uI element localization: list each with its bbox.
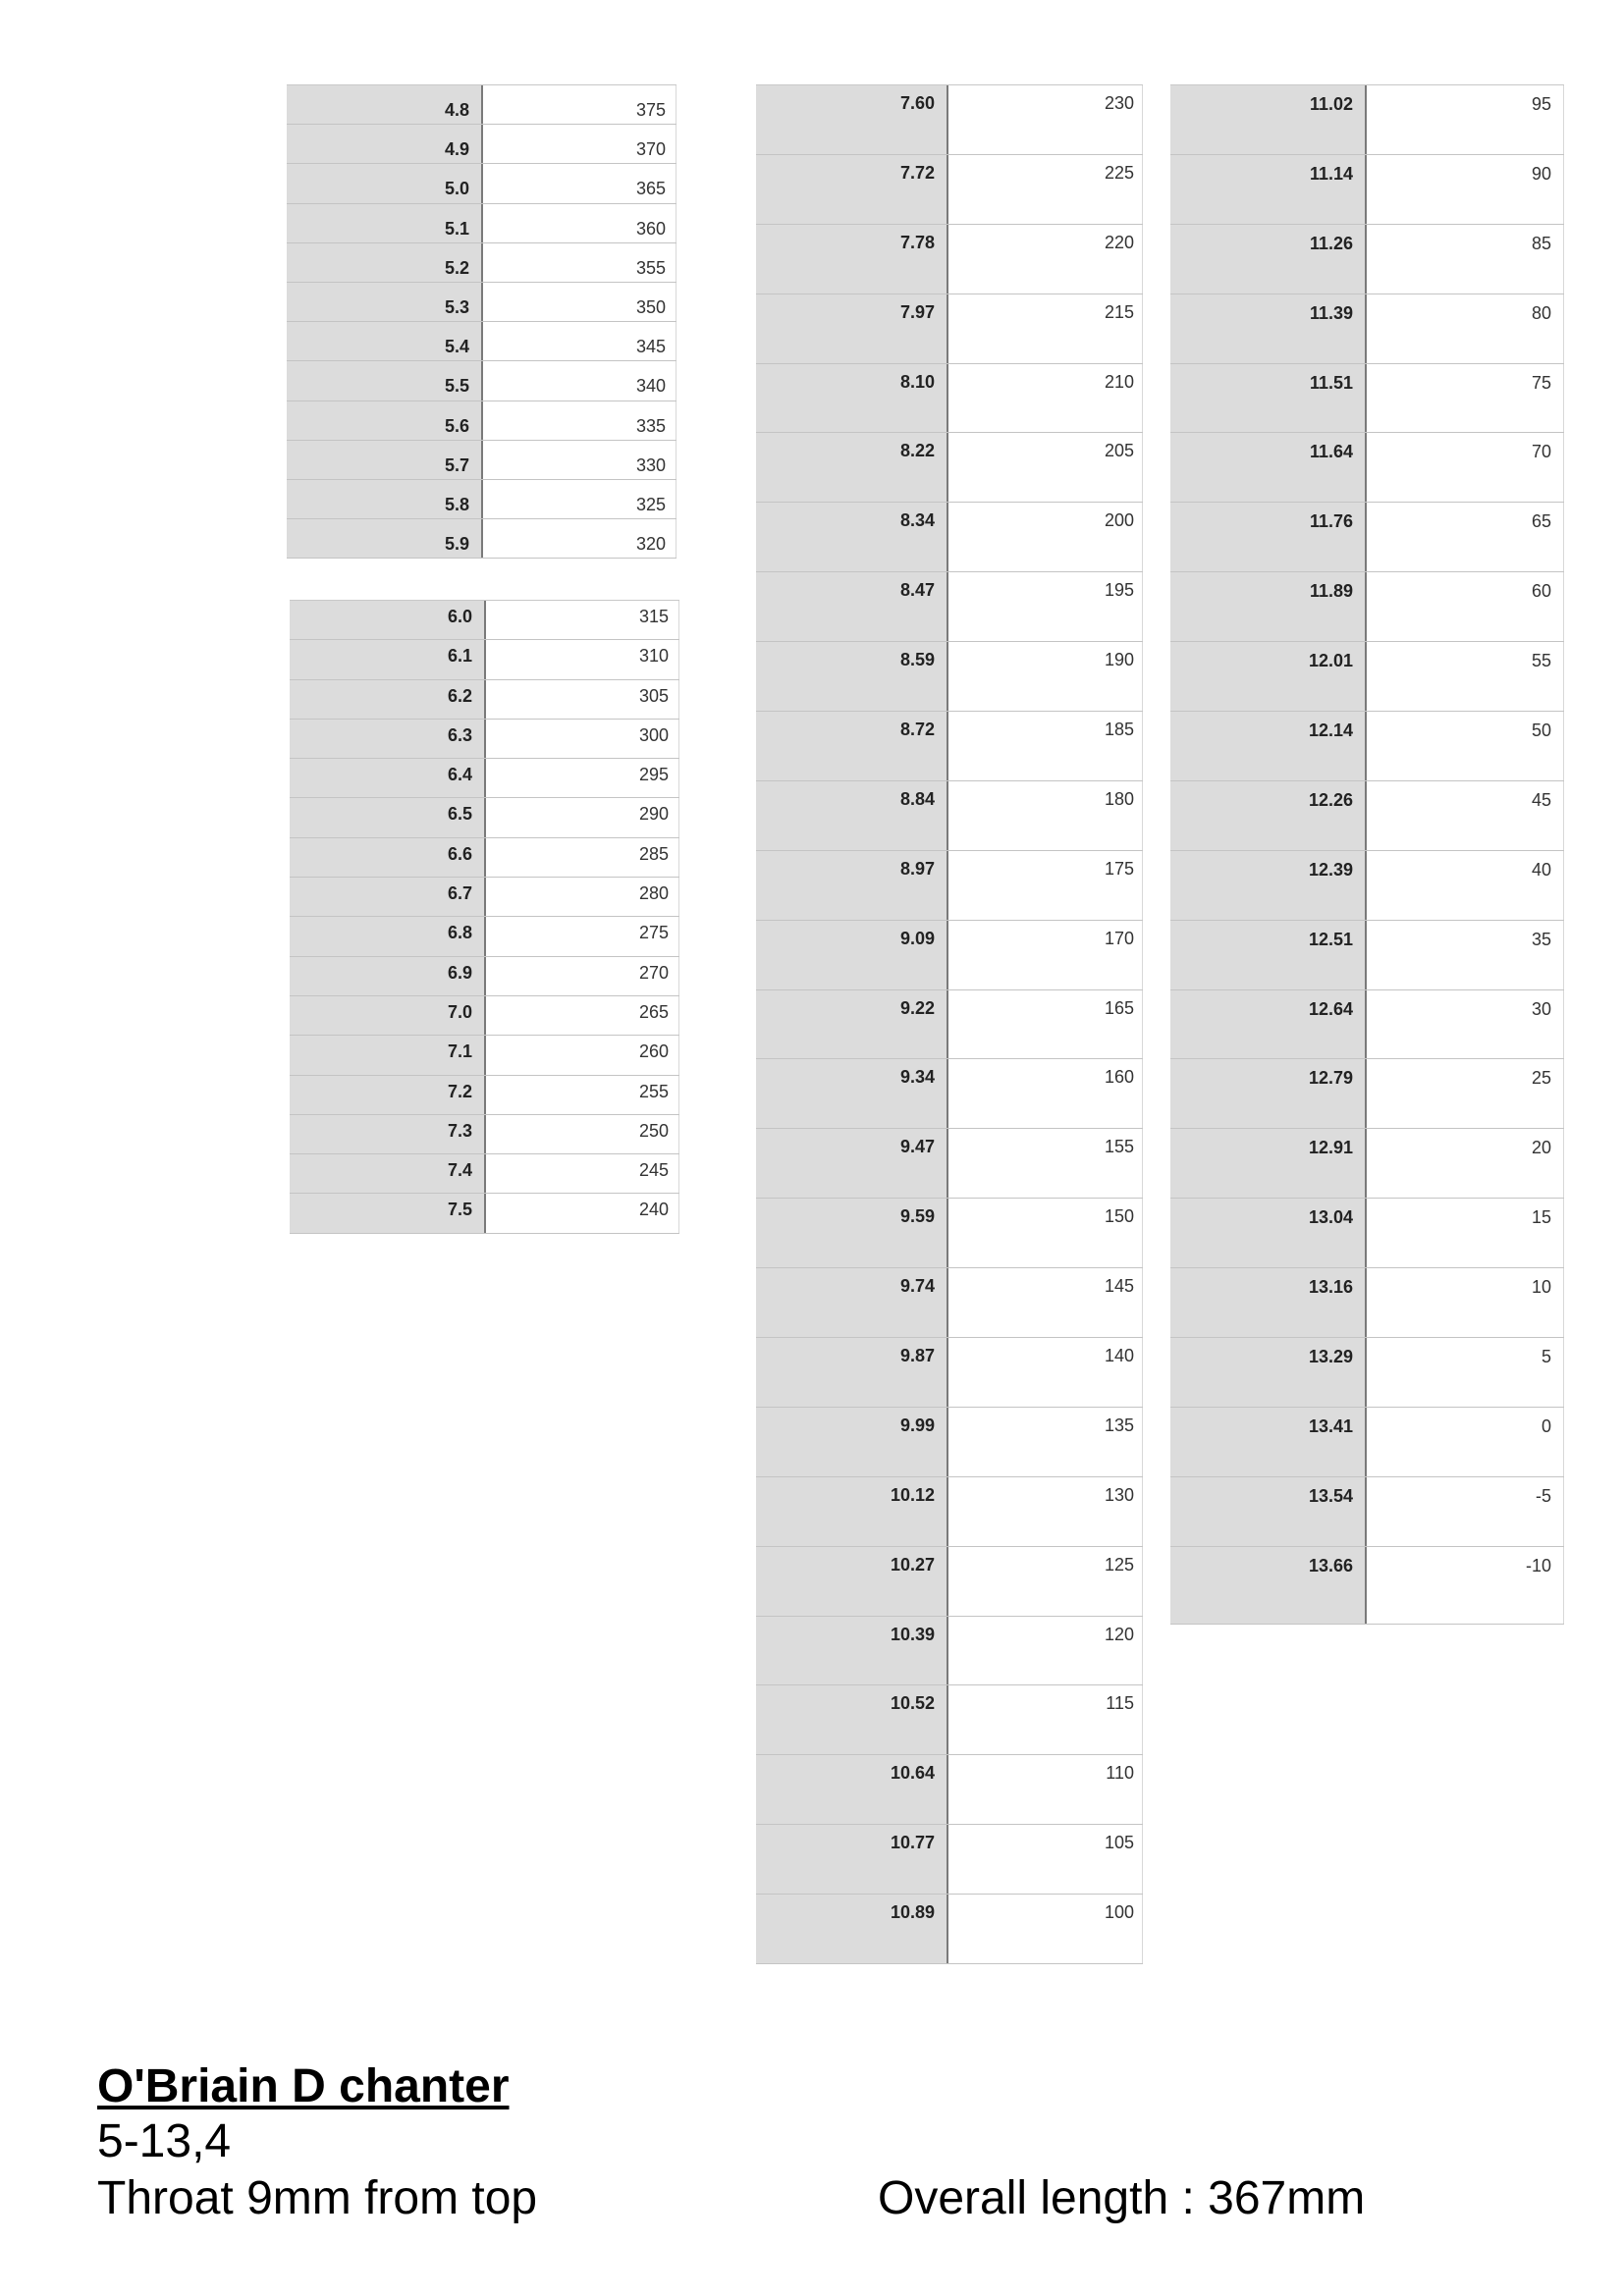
table-row (1170, 225, 1564, 294)
table-row (756, 1199, 1143, 1268)
position-cell: 8.72 (756, 712, 948, 780)
value-cell: 185 (948, 712, 1143, 780)
position-cell: 8.47 (756, 572, 948, 641)
table-row (287, 85, 676, 125)
position-cell: 11.51 (1170, 364, 1367, 433)
value-cell: 350 (483, 283, 676, 321)
table-row (287, 125, 676, 164)
value-cell: 355 (483, 243, 676, 282)
table-row (1170, 572, 1564, 642)
table-row (1170, 1338, 1564, 1408)
table-row (290, 878, 679, 917)
table-row (1170, 1199, 1564, 1268)
position-cell: 12.79 (1170, 1059, 1367, 1128)
table-row (290, 720, 679, 759)
value-cell: 130 (948, 1477, 1143, 1546)
value-cell: 165 (948, 990, 1143, 1059)
value-cell: 65 (1367, 503, 1564, 571)
table-row (290, 1194, 679, 1233)
position-cell: 5.1 (287, 204, 483, 242)
measurement-table-1 (287, 84, 676, 559)
value-cell: 225 (948, 155, 1143, 224)
table-row (1170, 990, 1564, 1060)
value-cell: 120 (948, 1617, 1143, 1685)
position-cell: 13.29 (1170, 1338, 1367, 1407)
value-cell: 115 (948, 1685, 1143, 1754)
position-cell: 11.39 (1170, 294, 1367, 363)
table-row (756, 1268, 1143, 1338)
table-row (287, 401, 676, 441)
table-row (290, 838, 679, 878)
position-cell: 7.0 (290, 996, 486, 1035)
table-row (290, 680, 679, 720)
value-cell: 285 (486, 838, 679, 877)
value-cell: 155 (948, 1129, 1143, 1198)
position-cell: 7.1 (290, 1036, 486, 1074)
position-cell: 6.3 (290, 720, 486, 758)
measurement-table-2 (290, 600, 679, 1234)
position-cell: 6.7 (290, 878, 486, 916)
table-row (290, 1154, 679, 1194)
value-cell: 150 (948, 1199, 1143, 1267)
value-cell: 210 (948, 364, 1143, 433)
value-cell: 270 (486, 957, 679, 995)
table-row (1170, 712, 1564, 781)
table-row (756, 1825, 1143, 1895)
table-row (1170, 1477, 1564, 1547)
value-cell: 195 (948, 572, 1143, 641)
position-cell: 4.9 (287, 125, 483, 163)
table-row (290, 1115, 679, 1154)
position-cell: 5.5 (287, 361, 483, 400)
table-row (1170, 642, 1564, 712)
table-row (756, 1685, 1143, 1755)
value-cell: 140 (948, 1338, 1143, 1407)
value-cell: 35 (1367, 921, 1564, 989)
table-row (756, 781, 1143, 851)
position-cell: 4.8 (287, 85, 483, 124)
value-cell: 370 (483, 125, 676, 163)
value-cell: 205 (948, 433, 1143, 502)
position-cell: 7.2 (290, 1076, 486, 1114)
table-row (287, 480, 676, 519)
value-cell: 310 (486, 640, 679, 678)
value-cell: 220 (948, 225, 1143, 294)
table-row (756, 990, 1143, 1060)
value-cell: 80 (1367, 294, 1564, 363)
value-cell: 295 (486, 759, 679, 797)
position-cell: 6.8 (290, 917, 486, 955)
value-cell: 75 (1367, 364, 1564, 433)
table-row (756, 433, 1143, 503)
value-cell: 55 (1367, 642, 1564, 711)
table-row (287, 361, 676, 400)
position-cell: 12.01 (1170, 642, 1367, 711)
table-row (756, 712, 1143, 781)
value-cell: 280 (486, 878, 679, 916)
table-row (1170, 364, 1564, 434)
position-cell: 9.09 (756, 921, 948, 989)
throat-note: Throat 9mm from top (97, 2172, 538, 2224)
position-cell: 9.47 (756, 1129, 948, 1198)
position-cell: 13.41 (1170, 1408, 1367, 1476)
table-row (756, 85, 1143, 155)
value-cell: 360 (483, 204, 676, 242)
table-row (290, 1076, 679, 1115)
value-cell: -5 (1367, 1477, 1564, 1546)
position-cell: 7.60 (756, 85, 948, 154)
document-title: O'Briain D chanter (97, 2060, 510, 2112)
value-cell: 25 (1367, 1059, 1564, 1128)
value-cell: 260 (486, 1036, 679, 1074)
range-text: 5-13,4 (97, 2115, 232, 2167)
value-cell: 105 (948, 1825, 1143, 1894)
table-row (287, 283, 676, 322)
value-cell: 145 (948, 1268, 1143, 1337)
value-cell: 5 (1367, 1338, 1564, 1407)
position-cell: 7.3 (290, 1115, 486, 1153)
table-row (290, 601, 679, 640)
position-cell: 6.9 (290, 957, 486, 995)
position-cell: 10.27 (756, 1547, 948, 1616)
table-row (287, 164, 676, 203)
table-row (756, 1547, 1143, 1617)
position-cell: 8.34 (756, 503, 948, 571)
value-cell: 175 (948, 851, 1143, 920)
table-row (290, 1036, 679, 1075)
position-cell: 10.77 (756, 1825, 948, 1894)
position-cell: 6.5 (290, 798, 486, 836)
value-cell: 15 (1367, 1199, 1564, 1267)
value-cell: 245 (486, 1154, 679, 1193)
position-cell: 5.3 (287, 283, 483, 321)
table-row (1170, 1268, 1564, 1338)
table-row (756, 572, 1143, 642)
table-row (756, 1338, 1143, 1408)
table-row (756, 1059, 1143, 1129)
position-cell: 9.74 (756, 1268, 948, 1337)
value-cell: 290 (486, 798, 679, 836)
position-cell: 12.39 (1170, 851, 1367, 920)
table-row (290, 759, 679, 798)
position-cell: 11.14 (1170, 155, 1367, 224)
position-cell: 12.26 (1170, 781, 1367, 850)
value-cell: 230 (948, 85, 1143, 154)
value-cell: 335 (483, 401, 676, 440)
table-row (290, 957, 679, 996)
position-cell: 9.22 (756, 990, 948, 1059)
position-cell: 6.2 (290, 680, 486, 719)
position-cell: 13.16 (1170, 1268, 1367, 1337)
measurement-table-3 (756, 84, 1143, 1964)
table-row (1170, 433, 1564, 503)
value-cell: 240 (486, 1194, 679, 1232)
position-cell: 7.5 (290, 1194, 486, 1232)
value-cell: 125 (948, 1547, 1143, 1616)
value-cell: 315 (486, 601, 679, 639)
table-row (1170, 781, 1564, 851)
value-cell: 30 (1367, 990, 1564, 1059)
value-cell: 40 (1367, 851, 1564, 920)
position-cell: 5.7 (287, 441, 483, 479)
position-cell: 9.59 (756, 1199, 948, 1267)
position-cell: 13.66 (1170, 1547, 1367, 1624)
position-cell: 10.89 (756, 1895, 948, 1963)
position-cell: 6.0 (290, 601, 486, 639)
value-cell: 345 (483, 322, 676, 360)
position-cell: 11.76 (1170, 503, 1367, 571)
value-cell: 0 (1367, 1408, 1564, 1476)
value-cell: 200 (948, 503, 1143, 571)
position-cell: 10.39 (756, 1617, 948, 1685)
position-cell: 10.64 (756, 1755, 948, 1824)
value-cell: 255 (486, 1076, 679, 1114)
table-row (1170, 294, 1564, 364)
value-cell: 85 (1367, 225, 1564, 294)
table-row (756, 155, 1143, 225)
table-row (1170, 851, 1564, 921)
position-cell: 11.02 (1170, 85, 1367, 154)
table-row (1170, 1129, 1564, 1199)
value-cell: 70 (1367, 433, 1564, 502)
position-cell: 9.99 (756, 1408, 948, 1476)
table-row (756, 1895, 1143, 1964)
position-cell: 13.54 (1170, 1477, 1367, 1546)
value-cell: 365 (483, 164, 676, 202)
position-cell: 8.97 (756, 851, 948, 920)
table-row (756, 225, 1143, 294)
value-cell: 110 (948, 1755, 1143, 1824)
position-cell: 12.14 (1170, 712, 1367, 780)
value-cell: 340 (483, 361, 676, 400)
value-cell: -10 (1367, 1547, 1564, 1624)
position-cell: 6.1 (290, 640, 486, 678)
position-cell: 7.72 (756, 155, 948, 224)
table-row (756, 503, 1143, 572)
value-cell: 215 (948, 294, 1143, 363)
table-row (756, 642, 1143, 712)
position-cell: 9.87 (756, 1338, 948, 1407)
position-cell: 7.78 (756, 225, 948, 294)
position-cell: 11.89 (1170, 572, 1367, 641)
table-row (1170, 503, 1564, 572)
table-row (290, 798, 679, 837)
position-cell: 11.26 (1170, 225, 1367, 294)
position-cell: 7.97 (756, 294, 948, 363)
position-cell: 8.84 (756, 781, 948, 850)
position-cell: 5.0 (287, 164, 483, 202)
position-cell: 13.04 (1170, 1199, 1367, 1267)
position-cell: 5.4 (287, 322, 483, 360)
table-row (287, 243, 676, 283)
position-cell: 8.10 (756, 364, 948, 433)
value-cell: 10 (1367, 1268, 1564, 1337)
position-cell: 11.64 (1170, 433, 1367, 502)
value-cell: 60 (1367, 572, 1564, 641)
value-cell: 50 (1367, 712, 1564, 780)
value-cell: 190 (948, 642, 1143, 711)
position-cell: 12.51 (1170, 921, 1367, 989)
value-cell: 20 (1367, 1129, 1564, 1198)
value-cell: 135 (948, 1408, 1143, 1476)
table-row (756, 1477, 1143, 1547)
table-row (1170, 155, 1564, 225)
table-row (756, 1755, 1143, 1825)
table-row (287, 204, 676, 243)
position-cell: 12.91 (1170, 1129, 1367, 1198)
position-cell: 8.22 (756, 433, 948, 502)
table-row (290, 640, 679, 679)
value-cell: 375 (483, 85, 676, 124)
position-cell: 6.6 (290, 838, 486, 877)
position-cell: 12.64 (1170, 990, 1367, 1059)
value-cell: 180 (948, 781, 1143, 850)
overall-length-note: Overall length : 367mm (878, 2172, 1366, 2224)
table-row (1170, 1059, 1564, 1129)
value-cell: 305 (486, 680, 679, 719)
table-row (290, 996, 679, 1036)
value-cell: 170 (948, 921, 1143, 989)
value-cell: 45 (1367, 781, 1564, 850)
value-cell: 95 (1367, 85, 1564, 154)
position-cell: 10.52 (756, 1685, 948, 1754)
position-cell: 8.59 (756, 642, 948, 711)
table-row (756, 921, 1143, 990)
position-cell: 5.9 (287, 519, 483, 558)
table-row (287, 441, 676, 480)
value-cell: 250 (486, 1115, 679, 1153)
value-cell: 100 (948, 1895, 1143, 1963)
table-row (756, 851, 1143, 921)
measurement-table-4 (1170, 84, 1564, 1625)
table-row (1170, 1547, 1564, 1625)
table-row (287, 322, 676, 361)
table-row (1170, 1408, 1564, 1477)
value-cell: 320 (483, 519, 676, 558)
table-row (290, 917, 679, 956)
value-cell: 330 (483, 441, 676, 479)
table-row (756, 1408, 1143, 1477)
value-cell: 90 (1367, 155, 1564, 224)
table-row (756, 1129, 1143, 1199)
position-cell: 5.2 (287, 243, 483, 282)
table-row (756, 1617, 1143, 1686)
position-cell: 9.34 (756, 1059, 948, 1128)
value-cell: 275 (486, 917, 679, 955)
table-row (756, 294, 1143, 364)
position-cell: 6.4 (290, 759, 486, 797)
position-cell: 5.6 (287, 401, 483, 440)
value-cell: 160 (948, 1059, 1143, 1128)
table-row (1170, 921, 1564, 990)
table-row (756, 364, 1143, 434)
value-cell: 325 (483, 480, 676, 518)
value-cell: 265 (486, 996, 679, 1035)
position-cell: 7.4 (290, 1154, 486, 1193)
table-row (287, 519, 676, 559)
position-cell: 10.12 (756, 1477, 948, 1546)
position-cell: 5.8 (287, 480, 483, 518)
table-row (1170, 85, 1564, 155)
value-cell: 300 (486, 720, 679, 758)
